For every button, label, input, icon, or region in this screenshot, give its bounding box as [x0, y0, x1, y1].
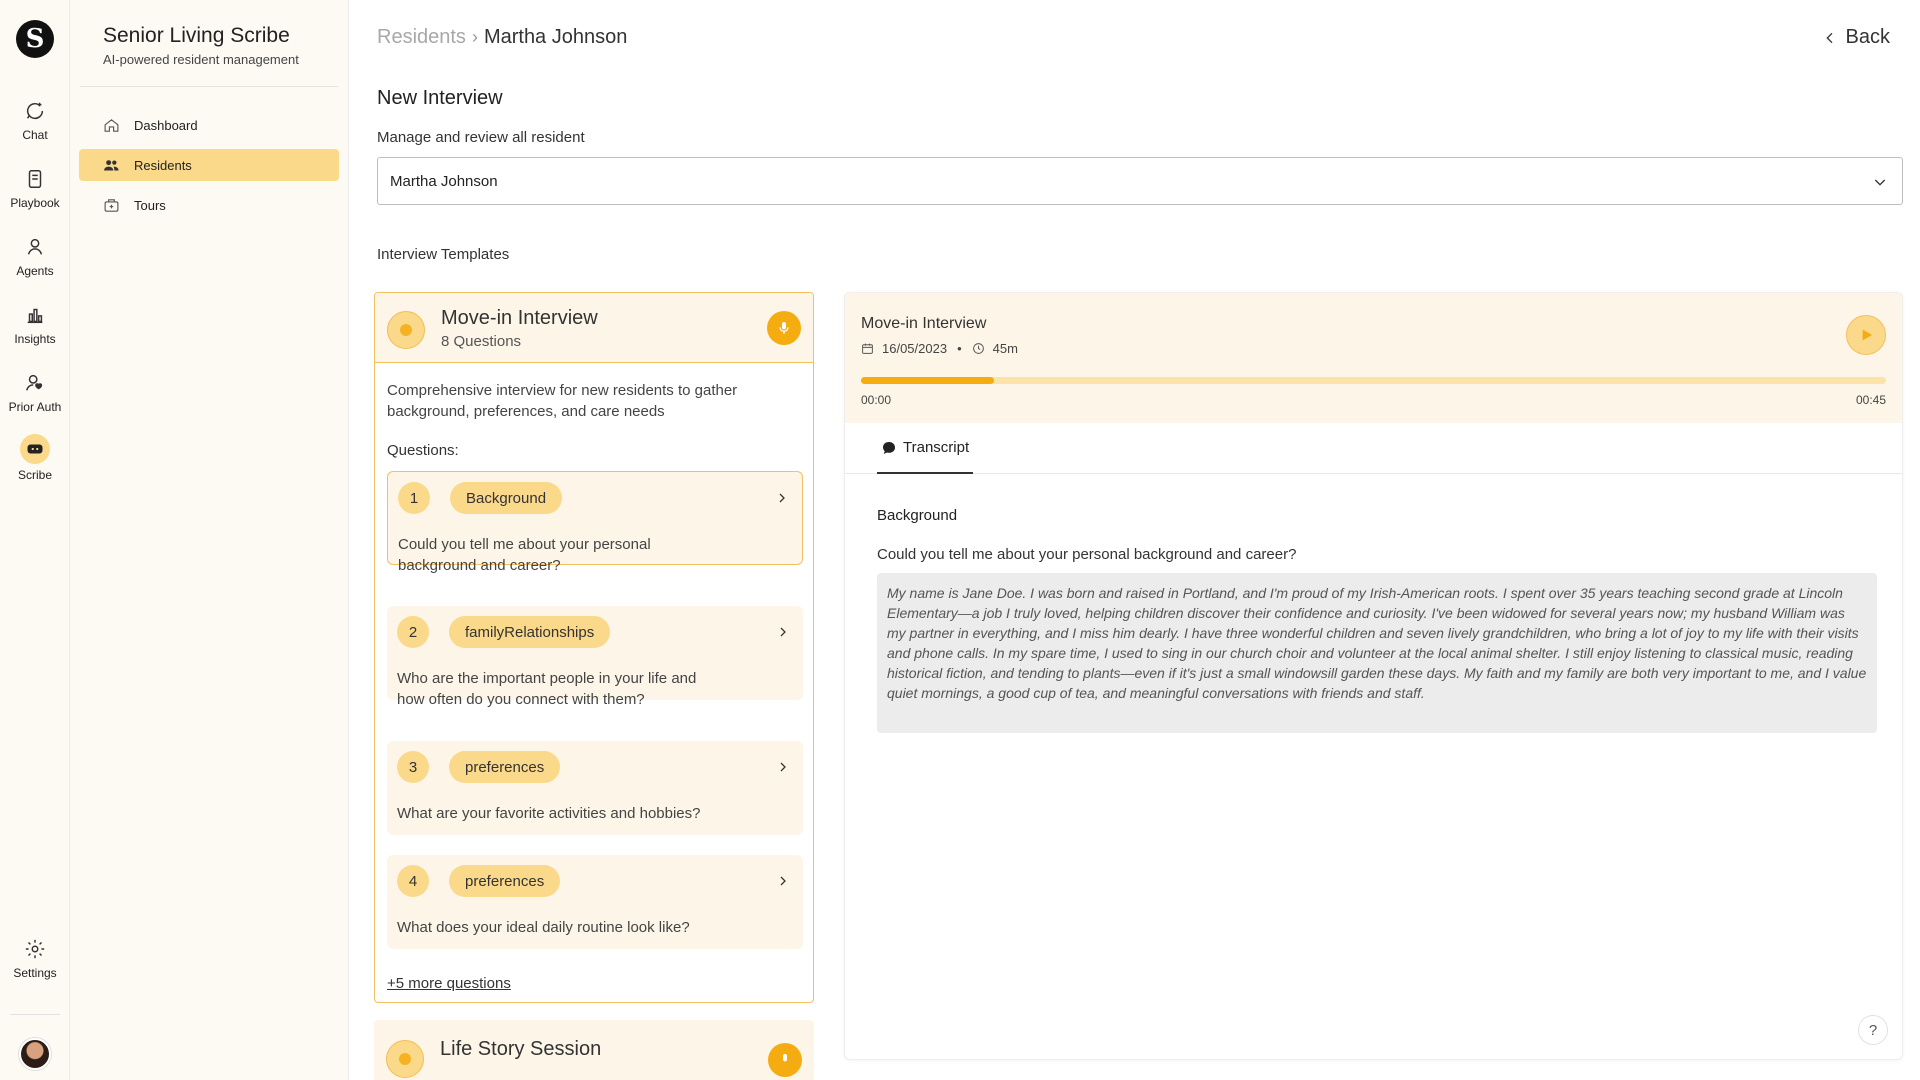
question-tag: familyRelationships [449, 616, 610, 648]
nav-item-label: Dashboard [134, 117, 198, 133]
interview-date: 16/05/2023 [882, 341, 948, 356]
chevron-right-icon [776, 492, 788, 504]
question-text: What are your favorite activities and hobbies? [397, 805, 701, 822]
nav-item-tours[interactable] [79, 189, 339, 221]
template-badge-icon [387, 311, 425, 349]
microphone-icon [776, 320, 792, 336]
rail-item-label: Playbook [10, 196, 60, 210]
rail-item-label: Prior Auth [8, 400, 62, 414]
question-tag: preferences [449, 865, 560, 897]
question-card[interactable] [387, 606, 803, 708]
question-card[interactable] [387, 855, 803, 949]
users-icon [103, 157, 120, 174]
template-question-count: 8 Questions [441, 333, 522, 350]
calendar-icon [861, 342, 874, 355]
template-title: Move-in Interview [441, 307, 598, 329]
gear-icon [24, 938, 46, 960]
user-avatar[interactable] [19, 1038, 51, 1070]
question-tag: preferences [449, 751, 560, 783]
time-elapsed: 00:00 [861, 393, 892, 407]
rail-item-insights[interactable] [0, 304, 70, 346]
nav-sidebar [70, 0, 349, 1080]
tab-transcript[interactable] [877, 423, 973, 474]
player-header [845, 293, 1902, 423]
transcript-question: Could you tell me about your personal background and career? [877, 546, 1297, 563]
chat-icon [24, 100, 46, 122]
rail-item-scribe[interactable] [0, 434, 70, 482]
rail-item-label: Insights [14, 332, 56, 346]
audio-progress-bar[interactable] [861, 377, 1886, 384]
questions-label: Questions: [387, 442, 459, 459]
brand-title: Senior Living Scribe [103, 24, 290, 47]
question-text: Could you tell me about your personal background and career? [398, 536, 651, 574]
tours-icon [103, 197, 120, 214]
microphone-icon [777, 1052, 793, 1068]
transcript-answer: My name is Jane Doe. I was born and raised in Portland, and I'm proud of my Irish-American roots. I spent over 35 years teaching second grade at Lincoln Elementary—a job I truly loved, helping children discover their confidence and curiosity. I've been widowed for several years now; my husband William was my partner in everything, and I miss him dearly. I have three wonderful children and seven lively grandchildren, who bring a lot of joy to my life with their visits and phone calls. In my spare time, I used to sing in our church choir and volunteer at the local animal shelter. I still enjoy listening to classical music, reading historical fiction, and tending to plants—even if it's just a small windowsill garden these days. My faith and my family are both very important to me, and I value quiet mornings, a good cup of tea, and meaningful conversations with friends and staff. [877, 573, 1877, 733]
template-card-life-story[interactable] [374, 1020, 814, 1080]
resident-select-label: Manage and review all resident [377, 129, 585, 146]
interview-duration: 45m [992, 341, 1018, 356]
templates-heading: Interview Templates [377, 246, 510, 263]
chevron-right-icon [777, 875, 789, 887]
audio-progress-fill [861, 377, 994, 384]
rail-item-agents[interactable] [0, 236, 70, 278]
chevron-right-icon [777, 761, 789, 773]
question-card[interactable] [387, 471, 803, 574]
more-questions-link[interactable]: +5 more questions [387, 975, 511, 992]
interview-player-panel [844, 292, 1903, 1060]
page-title: New Interview [377, 87, 503, 109]
insights-icon [24, 304, 46, 326]
rail-item-label: Agents [16, 264, 54, 278]
back-button[interactable] [1822, 26, 1890, 49]
question-number: 4 [397, 865, 429, 897]
template-description: Comprehensive interview for new residents to gather background, preferences, and care needs [387, 382, 738, 420]
question-text: Who are the important people in your life and how often do you connect with them? [397, 670, 697, 708]
rail-item-label: Chat [22, 128, 48, 142]
player-title: Move-in Interview [861, 315, 987, 332]
brand-subtitle: AI-powered resident management [103, 52, 299, 67]
rail-divider [10, 1014, 60, 1015]
breadcrumb-chevron-icon: › [471, 27, 478, 47]
question-text: What does your ideal daily routine look like? [397, 919, 690, 936]
template-title: Life Story Session [440, 1038, 602, 1060]
meta-separator: • [957, 341, 962, 356]
player-tabs [845, 423, 1902, 474]
rail-item-prior-auth[interactable] [0, 372, 70, 414]
play-icon [1858, 327, 1874, 343]
nav-item-label: Tours [134, 197, 166, 213]
question-number: 2 [397, 616, 429, 648]
question-card[interactable] [387, 741, 803, 835]
app-logo[interactable]: S [16, 20, 54, 58]
tab-label: Transcript [903, 439, 970, 456]
nav-item-label: Residents [134, 157, 192, 173]
rail-item-chat[interactable] [0, 100, 70, 142]
agents-icon [24, 236, 46, 258]
help-button[interactable]: ? [1858, 1015, 1888, 1045]
nav-divider [80, 86, 338, 87]
breadcrumb [377, 26, 627, 49]
nav-item-dashboard[interactable] [79, 109, 339, 141]
chevron-down-icon [1872, 174, 1888, 190]
template-card-header [375, 293, 813, 363]
main-content [349, 0, 1920, 1080]
transcript-section-title: Background [877, 507, 958, 524]
resident-select[interactable] [377, 157, 1903, 205]
time-total: 00:45 [1855, 393, 1886, 407]
resident-select-value: Martha Johnson [390, 172, 498, 190]
playbook-icon [24, 168, 46, 190]
clock-icon [972, 342, 985, 355]
rail-item-label: Scribe [17, 468, 52, 482]
rail-item-label: Settings [13, 966, 57, 980]
speech-bubble-icon [881, 440, 897, 456]
rail-item-playbook[interactable] [0, 168, 70, 210]
nav-item-residents[interactable] [79, 149, 339, 181]
record-button[interactable] [768, 1043, 802, 1077]
record-button[interactable] [767, 311, 801, 345]
home-icon [103, 117, 120, 134]
play-button[interactable] [1846, 315, 1886, 355]
chevron-right-icon [777, 626, 789, 638]
question-number: 1 [398, 482, 430, 514]
breadcrumb-current: Martha Johnson [483, 26, 628, 48]
scribe-icon [20, 434, 50, 464]
template-card-move-in[interactable] [374, 292, 814, 1003]
rail-item-settings[interactable] [0, 938, 70, 980]
breadcrumb-residents-link[interactable]: Residents [377, 26, 466, 48]
player-meta [861, 341, 1018, 356]
icon-rail [0, 0, 70, 1080]
prior-auth-icon [24, 372, 46, 394]
question-tag: Background [450, 482, 562, 514]
template-badge-icon [386, 1040, 424, 1078]
back-label: Back [1845, 26, 1890, 48]
question-number: 3 [397, 751, 429, 783]
chevron-left-icon [1822, 30, 1838, 46]
